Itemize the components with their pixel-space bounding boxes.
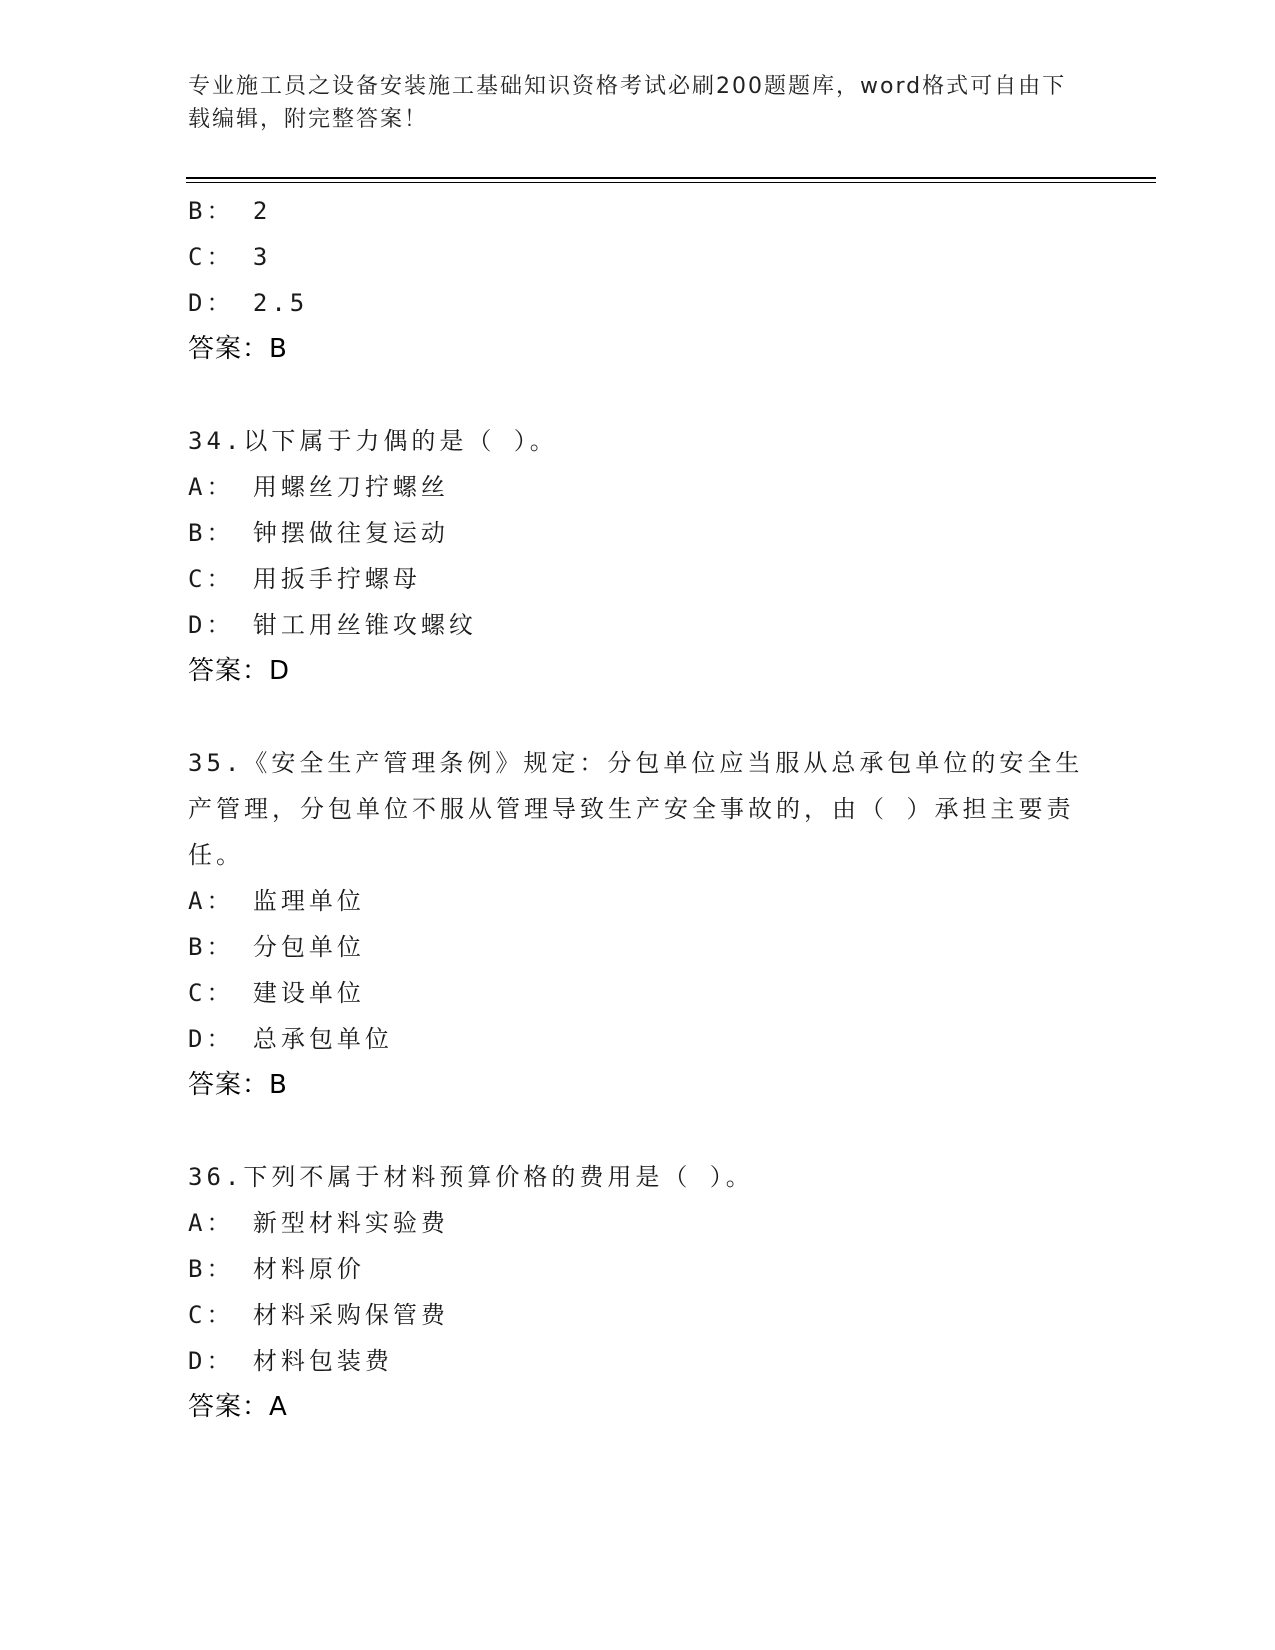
- question-33: [188, 188, 1088, 372]
- question-content: [188, 188, 1088, 1430]
- option-b: B： 钟摆做往复运动: [188, 519, 449, 547]
- option-d: D： 钳工用丝锥攻螺纹: [188, 611, 477, 639]
- question-34: [188, 418, 1088, 694]
- spacer: [188, 694, 1088, 740]
- option-d: D： 材料包装费: [188, 1347, 393, 1375]
- option-d: D： 2.5: [188, 289, 309, 317]
- answer-line: 答案：B: [188, 334, 288, 364]
- answer-line: 答案：B: [188, 1070, 288, 1100]
- option-d: D： 总承包单位: [188, 1025, 393, 1053]
- question-stem: 36.下列不属于材料预算价格的费用是（ ）。: [188, 1163, 754, 1191]
- spacer: [188, 372, 1088, 418]
- option-c: C： 材料采购保管费: [188, 1301, 449, 1329]
- page-header: 专业施工员之设备安装施工基础知识资格考试必刷200题题库，word格式可自由下载编辑，附完整答案！: [188, 74, 1067, 132]
- header-rule-thick: [186, 177, 1156, 179]
- spacer: [188, 1108, 1088, 1154]
- question-36: [188, 1154, 1088, 1430]
- question-stem: 35.《安全生产管理条例》规定：分包单位应当服从总承包单位的安全生产管理，分包单位不服从管理导致生产安全事故的，由（ ）承担主要责任。: [188, 749, 1084, 869]
- option-c: C： 3: [188, 243, 272, 271]
- answer-line: 答案：A: [188, 1392, 288, 1422]
- header-rule-thin: [186, 182, 1156, 183]
- question-stem: 34.以下属于力偶的是（ ）。: [188, 427, 558, 455]
- question-35: [188, 740, 1088, 1108]
- option-a: A： 用螺丝刀拧螺丝: [188, 473, 449, 501]
- option-b: B： 分包单位: [188, 933, 365, 961]
- answer-line: 答案：D: [188, 656, 291, 686]
- option-b: B： 材料原价: [188, 1255, 365, 1283]
- option-c: C： 建设单位: [188, 979, 365, 1007]
- option-b: B： 2: [188, 197, 272, 225]
- option-a: A： 监理单位: [188, 887, 365, 915]
- option-c: C： 用扳手拧螺母: [188, 565, 421, 593]
- option-a: A： 新型材料实验费: [188, 1209, 449, 1237]
